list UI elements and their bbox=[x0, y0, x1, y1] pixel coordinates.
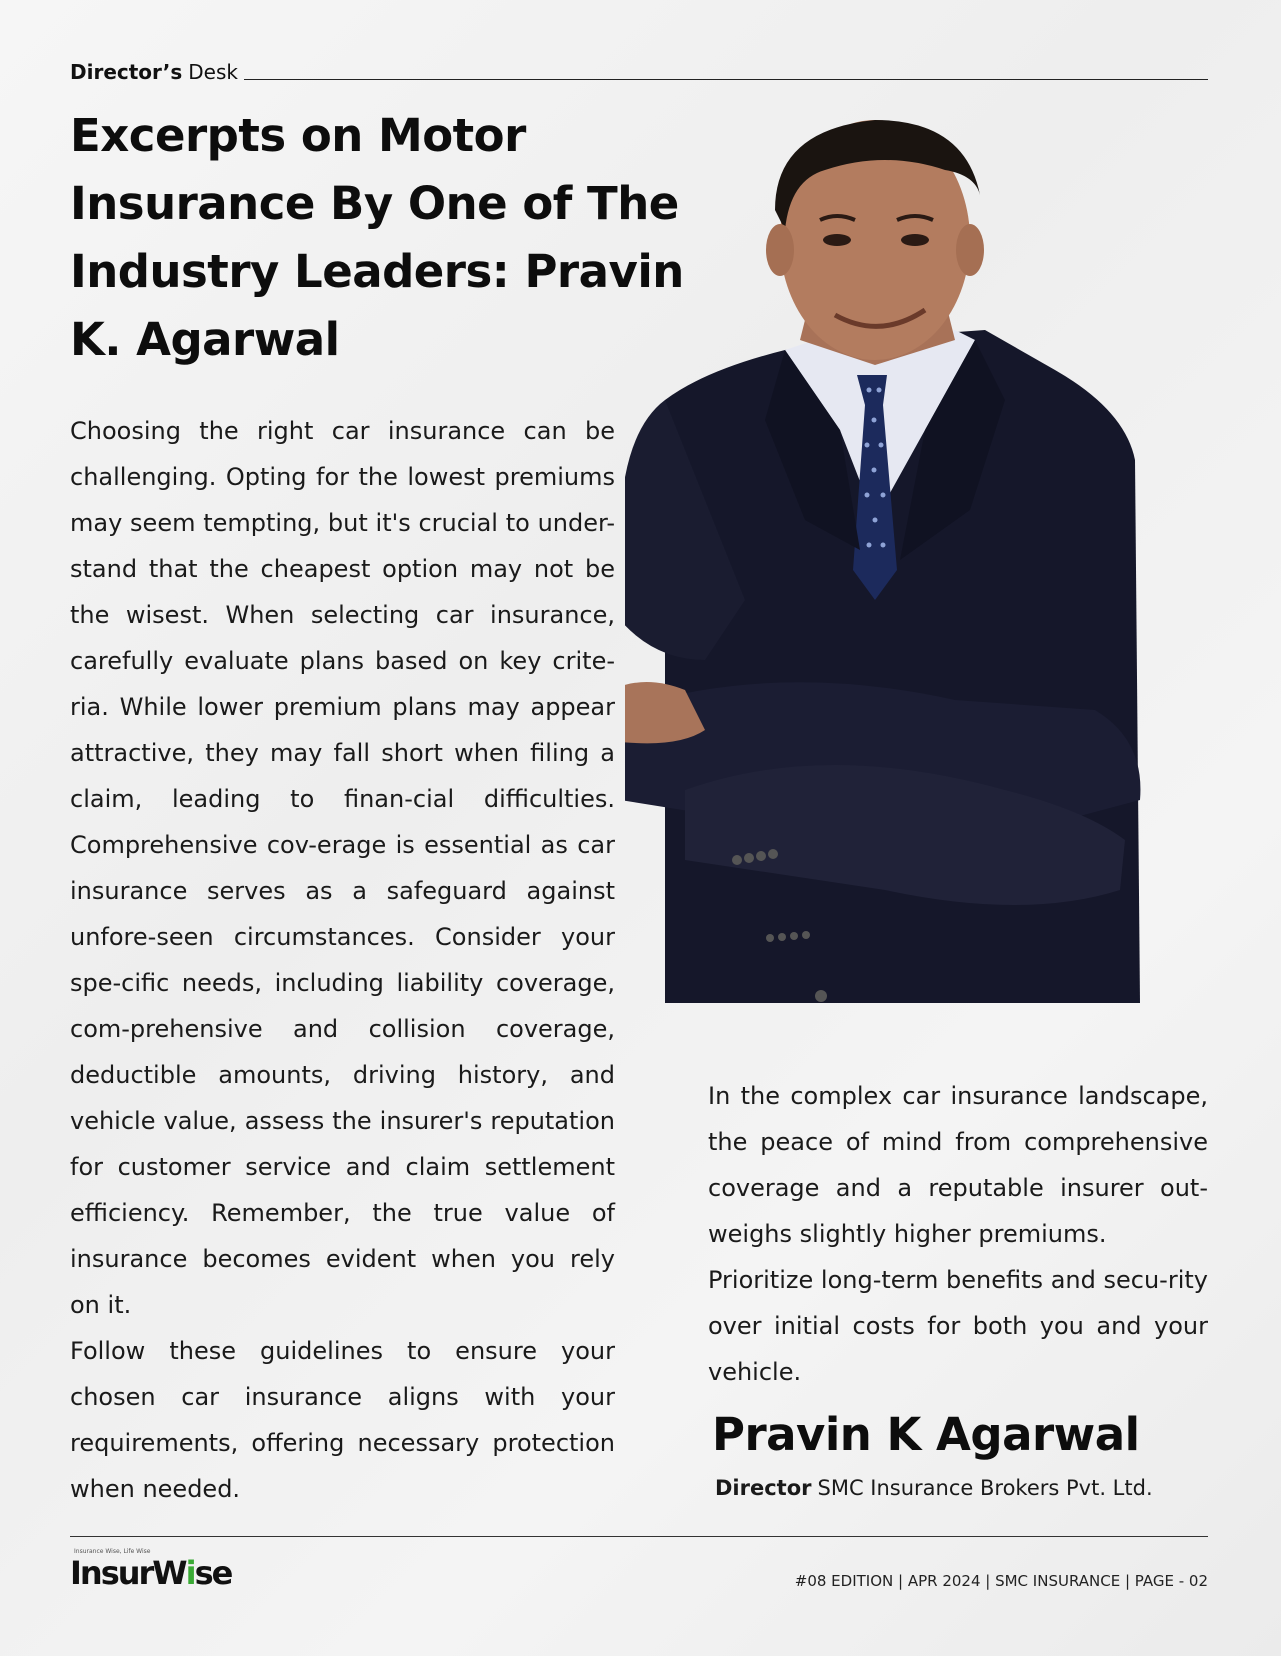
logo-wordmark: InsurWise bbox=[70, 1554, 232, 1592]
signature-title: Director bbox=[715, 1476, 812, 1500]
right-paragraph-1: In the complex car insurance landscape, the peace of mind from comprehensive coverage and a reputable insurer out-weighs slightly higher premiums. bbox=[708, 1082, 1208, 1248]
section-header bbox=[70, 58, 1208, 84]
section-label-bold: Director’s bbox=[70, 60, 183, 84]
insurwise-logo bbox=[70, 1548, 232, 1592]
header-rule bbox=[244, 79, 1208, 80]
logo-tagline: Insurance Wise, Life Wise bbox=[74, 1548, 151, 1555]
footer-edition-info: #08 EDITION | APR 2024 | SMC INSURANCE | PAGE - 02 bbox=[794, 1572, 1208, 1590]
signature-name: Pravin K Agarwal bbox=[712, 1408, 1140, 1461]
director-portrait bbox=[625, 100, 1200, 1060]
left-paragraph-2: Follow these guidelines to ensure your chosen car insurance aligns with your requirements, offering necessary protection when needed. bbox=[70, 1337, 615, 1503]
article-title: Excerpts on Motor Insurance By One of The Industry Leaders: Pravin K. Agarwal bbox=[70, 109, 684, 366]
section-label: Desk bbox=[188, 60, 238, 84]
left-column bbox=[70, 408, 655, 1512]
signature-role bbox=[715, 1476, 1153, 1500]
signature-company: SMC Insurance Brokers Pvt. Ltd. bbox=[817, 1476, 1153, 1500]
left-paragraph-1: Choosing the right car insurance can be challenging. Opting for the lowest premiums may seem tempting, but it's crucial to under-stand that the cheapest option may not be the wisest. When selecting car insurance, carefully evaluate plans based on key crite-ria. While lower premium plans may appear attractive, they may fall short when filing a claim, leading to finan-cial difficulties. Comprehensive cov-erage is essential as car insurance serves as a safeguard against unfore-seen circumstances. Consider your spe-cific needs, including liability coverage, com-prehensive and collision coverage, deductible amounts, driving history, and vehicle value, assess the insurer's reputation for customer service and claim settlement efficiency. Remember, the true value of insurance becomes evident when you rely on it. bbox=[70, 417, 615, 1319]
right-paragraph-2: Prioritize long-term benefits and secu-rity over initial costs for both you and your vehicle. bbox=[708, 1266, 1208, 1386]
right-column bbox=[708, 1073, 1208, 1395]
footer-rule bbox=[70, 1536, 1208, 1537]
